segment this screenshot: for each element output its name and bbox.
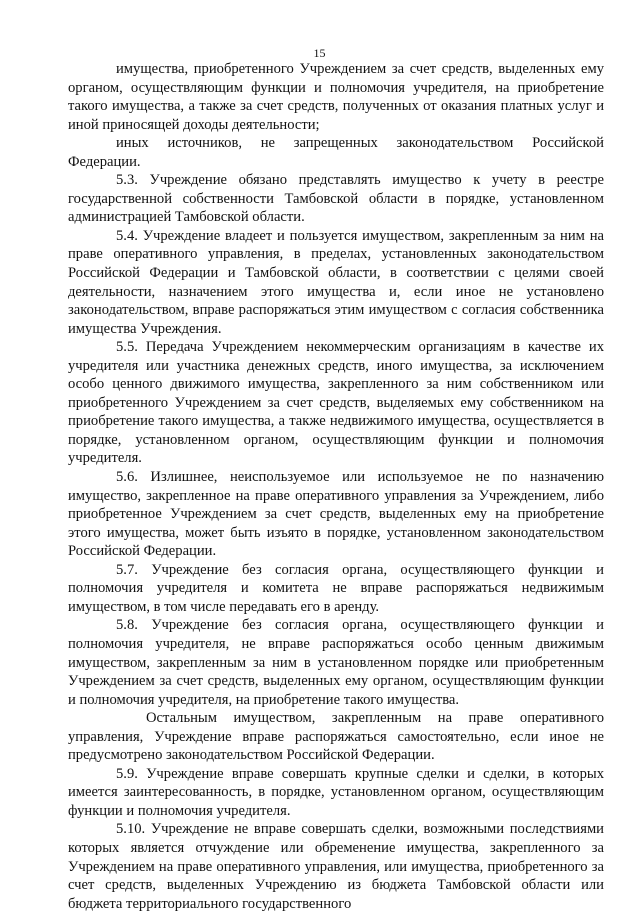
paragraph-5-5: 5.5. Передача Учреждением некоммерческим организациям в качестве их учредителя или участника денежных средств, иного имущества, за исключением особо ценного движимого имущества, закрепленного за ним собственником или приобретенного Учреждением за счет средств, выделяемых ему собственником на приобретение такого имущества, а также недвижимого имущества, осуществляется в порядке, установленном органом, осуществляющим функции и полномочия учредителя. [68, 339, 604, 467]
paragraph-other-sources: иных источников, не запрещенных законодательством Российской Федерации. [68, 135, 604, 170]
paragraph-5-4: 5.4. Учреждение владеет и пользуется имуществом, закрепленным за ним на праве оперативного управления, в пределах, установленных законодательством Российской Федерации и Тамбовской области, в соответствии с целями своей деятельности, назначением этого имущества и, если иное не установлено законодательством, вправе распоряжаться этим имуществом с согласия собственника имущества Учреждения. [68, 227, 604, 337]
paragraph-5-9: 5.9. Учреждение вправе совершать крупные сделки и сделки, в которых имеется заинтересованность, в порядке, установленном органом, осуществляющим функции и полномочия учредителя. [68, 765, 604, 819]
paragraph-5-10: 5.10. Учреждение не вправе совершать сделки, возможными последствиями которых является отчуждение или обременение имущества, закрепленного за Учреждением на праве оперативного управления, или имущества, приобретенного за счет средств, выделенных Учреждению из бюджета Тамбовской области или бюджета территориального государственного [68, 821, 604, 912]
paragraph-remaining-property: Остальным имуществом, закрепленным на праве оперативного управления, Учреждение вправе распоряжаться самостоятельно, если иное не предусмотрено законодательством Российской Федерации. [68, 710, 604, 764]
document-body [68, 60, 604, 913]
paragraph-5-7: 5.7. Учреждение без согласия органа, осуществляющего функции и полномочия учредителя и комитета не вправе распоряжаться недвижимым имуществом, в том числе передавать его в аренду. [68, 561, 604, 615]
paragraph-5-3: 5.3. Учреждение обязано представлять имущество к учету в реестре государственной собственности Тамбовской области в порядке, установленном администрацией Тамбовской области. [68, 172, 604, 226]
paragraph-property-acquired: имущества, приобретенного Учреждением за счет средств, выделенных ему органом, осуществляющим функции и полномочия учредителя, на приобретение такого имущества, а также за счет средств, полученных от оказания платных услуг и иной приносящей доходы деятельности; [68, 61, 604, 133]
paragraph-5-6: 5.6. Излишнее, неиспользуемое или используемое не по назначению имущество, закрепленное на праве оперативного управления за Учреждением, либо приобретенное Учреждением за счет средств, выделенных ему на приобретение этого имущества, может быть изъято в порядке, установленном законодательством Российской Федерации. [68, 469, 604, 560]
paragraph-5-8: 5.8. Учреждение без согласия органа, осуществляющего функции и полномочия учредителя, не вправе распоряжаться особо ценным движимым имуществом, закрепленным за ним в установленном порядке или приобретенным Учреждением за счет средств, выделенных ему органом, осуществляющим функции и полномочия учредителя, на приобретение такого имущества. [68, 617, 604, 708]
page-number: 15 [313, 46, 326, 60]
